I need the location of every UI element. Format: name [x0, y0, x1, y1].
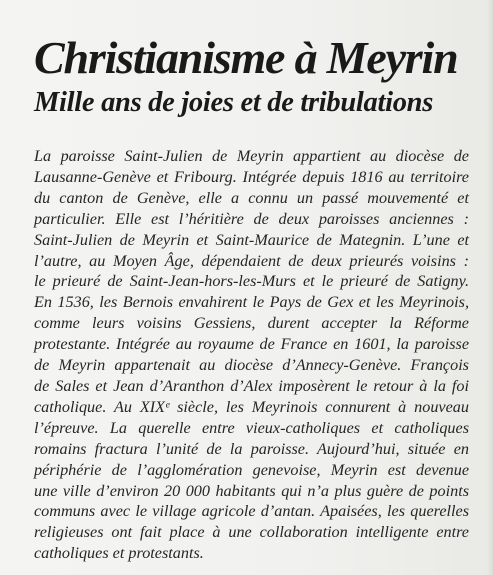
body-line: catholiques et protestants. [34, 544, 204, 563]
body-line: comme leurs voisins Gessiens, durent accepter la Réforme [34, 314, 469, 333]
body-line: de Meyrin appartenait au diocèse d’Annecy-Genève. François [34, 356, 469, 375]
body-line: l’autre, au Moyen Âge, dépendaient de deux prieurés voisins : [34, 251, 469, 270]
document-title: Christianisme à Meyrin [34, 32, 458, 83]
body-line: une ville d’environ 20 000 habitants qui n’a plus guère de points [34, 481, 469, 500]
body-line: Saint-Julien de Meyrin et Saint-Maurice de Mategnin. L’une et [34, 230, 469, 249]
document-subtitle: Mille ans de joies et de tribulations [34, 87, 434, 118]
body-line: La paroisse Saint-Julien de Meyrin appartient au diocèse de [34, 147, 469, 165]
body-line: communs avec le village agricole d’antan. Apaisées, les querelles [34, 502, 469, 521]
body-line: du canton de Genève, elle a connu un passé mouvementé et [34, 188, 469, 207]
body-line: périphérie de l’agglomération genevoise, Meyrin est devenue [34, 460, 469, 479]
body-line: Lausanne-Genève et Fribourg. Intégrée depuis 1816 au territoire [34, 167, 469, 186]
body-line: religieuses ont fait place à une collaboration intelligente entre [34, 523, 469, 542]
body-line: particulier. Elle est l’héritière de deux paroisses anciennes : [34, 209, 469, 228]
body-line: protestante. Intégrée au royaume de France en 1601, la paroisse [34, 335, 469, 354]
body-line: romains fractura l’unité de la paroisse. Aujourd’hui, située en [34, 439, 469, 458]
body-line: catholique. Au XIXᵉ siècle, les Meyrinois connurent à nouveau [34, 397, 469, 416]
body-line: l’épreuve. La querelle entre vieux-catholiques et catholiques [34, 418, 469, 437]
body-paragraph [34, 146, 469, 564]
page-edge-shadow [487, 0, 493, 575]
body-line: le prieuré de Saint-Jean-hors-les-Murs et le prieuré de Satigny. [34, 272, 469, 291]
body-line: de Sales et Jean d’Aranthon d’Alex imposèrent le retour à la foi [34, 376, 469, 395]
body-line: En 1536, les Bernois envahirent le Pays de Gex et les Meyrinois, [34, 293, 469, 312]
